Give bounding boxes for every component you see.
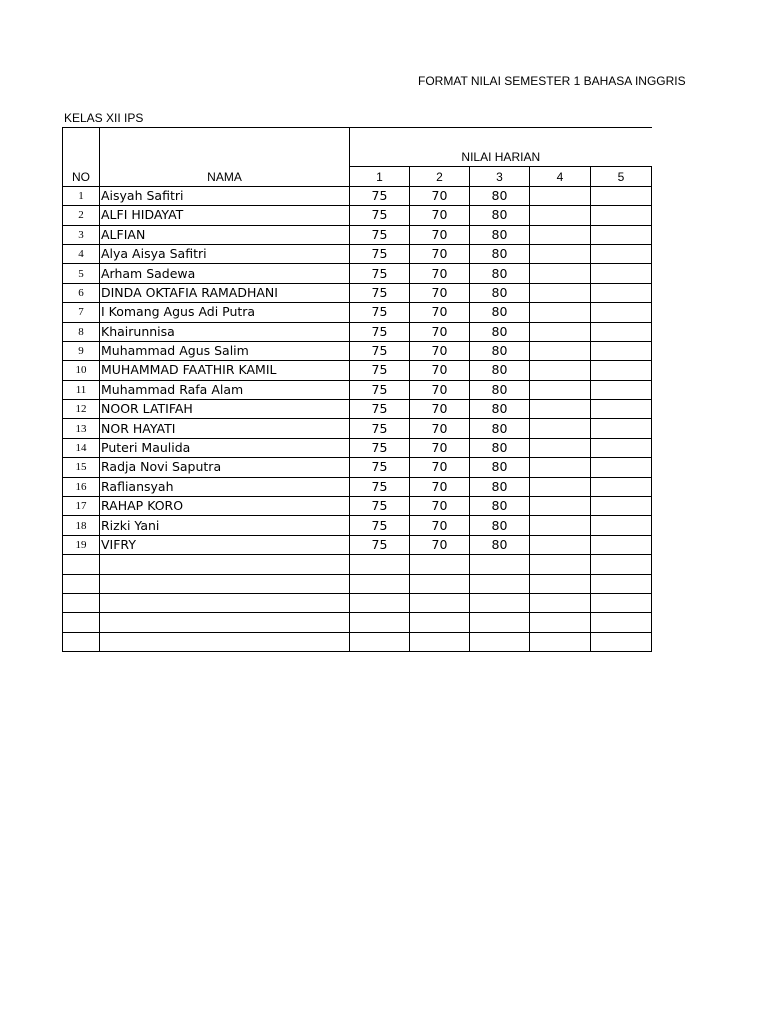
row-value-cell-1 bbox=[350, 613, 410, 632]
row-no-cell bbox=[63, 574, 100, 593]
row-no-cell: 14 bbox=[63, 438, 100, 457]
row-value-cell-5 bbox=[591, 458, 652, 477]
row-value-cell-1: 75 bbox=[350, 264, 410, 283]
row-value-cell-1: 75 bbox=[350, 477, 410, 496]
row-value-cell-5 bbox=[591, 516, 652, 535]
row-value-cell-5 bbox=[591, 264, 652, 283]
header-col-1: 1 bbox=[350, 167, 410, 186]
row-value-cell-1: 75 bbox=[350, 244, 410, 263]
row-nama-cell bbox=[100, 574, 350, 593]
table-row bbox=[63, 264, 652, 283]
header-col-5: 5 bbox=[591, 167, 652, 186]
table-row bbox=[63, 535, 652, 554]
row-value-cell-3: 80 bbox=[470, 438, 530, 457]
row-value-cell-3: 80 bbox=[470, 303, 530, 322]
row-value-cell-1: 75 bbox=[350, 361, 410, 380]
row-value-cell-3: 80 bbox=[470, 186, 530, 205]
row-value-cell-1: 75 bbox=[350, 303, 410, 322]
row-value-cell-5 bbox=[591, 303, 652, 322]
header-col-4: 4 bbox=[530, 167, 591, 186]
row-value-cell-4 bbox=[530, 225, 591, 244]
row-value-cell-2: 70 bbox=[410, 419, 470, 438]
row-nama-cell: VIFRY bbox=[100, 535, 350, 554]
row-value-cell-2: 70 bbox=[410, 341, 470, 360]
row-value-cell-4 bbox=[530, 477, 591, 496]
class-label: KELAS XII IPS bbox=[64, 111, 144, 125]
row-nama-cell: Aisyah Safitri bbox=[100, 186, 350, 205]
header-row-top bbox=[63, 128, 652, 149]
row-no-cell: 15 bbox=[63, 458, 100, 477]
row-value-cell-3: 80 bbox=[470, 380, 530, 399]
row-value-cell-3: 80 bbox=[470, 341, 530, 360]
row-value-cell-2: 70 bbox=[410, 225, 470, 244]
row-value-cell-3: 80 bbox=[470, 322, 530, 341]
row-value-cell-5 bbox=[591, 419, 652, 438]
row-value-cell-1 bbox=[350, 574, 410, 593]
table-row bbox=[63, 477, 652, 496]
table-row bbox=[63, 186, 652, 205]
row-value-cell-1 bbox=[350, 555, 410, 574]
header-col-3: 3 bbox=[470, 167, 530, 186]
row-value-cell-4 bbox=[530, 186, 591, 205]
table-row bbox=[63, 419, 652, 438]
row-no-cell: 11 bbox=[63, 380, 100, 399]
row-value-cell-5 bbox=[591, 225, 652, 244]
row-value-cell-2: 70 bbox=[410, 477, 470, 496]
row-value-cell-5 bbox=[591, 322, 652, 341]
row-value-cell-3 bbox=[470, 613, 530, 632]
row-value-cell-5 bbox=[591, 497, 652, 516]
row-nama-cell: Puteri Maulida bbox=[100, 438, 350, 457]
row-value-cell-4 bbox=[530, 516, 591, 535]
row-value-cell-1: 75 bbox=[350, 438, 410, 457]
row-value-cell-1: 75 bbox=[350, 458, 410, 477]
row-value-cell-2 bbox=[410, 593, 470, 612]
table-row bbox=[63, 516, 652, 535]
row-value-cell-1: 75 bbox=[350, 322, 410, 341]
table-row bbox=[63, 206, 652, 225]
row-value-cell-3: 80 bbox=[470, 225, 530, 244]
table-row bbox=[63, 283, 652, 302]
row-value-cell-5 bbox=[591, 613, 652, 632]
row-no-cell: 1 bbox=[63, 186, 100, 205]
row-value-cell-2: 70 bbox=[410, 380, 470, 399]
row-no-cell: 5 bbox=[63, 264, 100, 283]
row-nama-cell: Muhammad Rafa Alam bbox=[100, 380, 350, 399]
row-value-cell-5 bbox=[591, 244, 652, 263]
grades-body bbox=[63, 186, 652, 651]
row-value-cell-1: 75 bbox=[350, 341, 410, 360]
table-row bbox=[63, 225, 652, 244]
row-value-cell-3: 80 bbox=[470, 283, 530, 302]
row-no-cell: 8 bbox=[63, 322, 100, 341]
row-nama-cell bbox=[100, 555, 350, 574]
row-value-cell-2: 70 bbox=[410, 516, 470, 535]
row-value-cell-1: 75 bbox=[350, 497, 410, 516]
row-value-cell-4 bbox=[530, 574, 591, 593]
header-group-spacer bbox=[350, 128, 652, 149]
table-row bbox=[63, 303, 652, 322]
row-nama-cell bbox=[100, 632, 350, 651]
row-value-cell-1: 75 bbox=[350, 225, 410, 244]
row-value-cell-3: 80 bbox=[470, 419, 530, 438]
row-value-cell-3: 80 bbox=[470, 477, 530, 496]
row-value-cell-2: 70 bbox=[410, 283, 470, 302]
row-no-cell bbox=[63, 593, 100, 612]
row-nama-cell: Muhammad Agus Salim bbox=[100, 341, 350, 360]
row-value-cell-3 bbox=[470, 632, 530, 651]
row-no-cell: 19 bbox=[63, 535, 100, 554]
row-value-cell-2: 70 bbox=[410, 361, 470, 380]
row-value-cell-3: 80 bbox=[470, 206, 530, 225]
row-value-cell-5 bbox=[591, 555, 652, 574]
row-value-cell-4 bbox=[530, 341, 591, 360]
row-value-cell-1: 75 bbox=[350, 516, 410, 535]
row-value-cell-3 bbox=[470, 574, 530, 593]
row-value-cell-5 bbox=[591, 632, 652, 651]
row-value-cell-4 bbox=[530, 419, 591, 438]
row-value-cell-5 bbox=[591, 593, 652, 612]
row-value-cell-1: 75 bbox=[350, 400, 410, 419]
row-value-cell-4 bbox=[530, 380, 591, 399]
row-nama-cell: ALFIAN bbox=[100, 225, 350, 244]
row-value-cell-5 bbox=[591, 361, 652, 380]
header-no: NO bbox=[63, 128, 100, 187]
row-value-cell-1 bbox=[350, 632, 410, 651]
row-no-cell: 6 bbox=[63, 283, 100, 302]
row-value-cell-1: 75 bbox=[350, 283, 410, 302]
row-nama-cell: RAHAP KORO bbox=[100, 497, 350, 516]
row-value-cell-2: 70 bbox=[410, 186, 470, 205]
grades-table bbox=[62, 127, 652, 652]
row-value-cell-4 bbox=[530, 497, 591, 516]
table-row bbox=[63, 361, 652, 380]
row-value-cell-5 bbox=[591, 400, 652, 419]
row-value-cell-3: 80 bbox=[470, 535, 530, 554]
row-value-cell-4 bbox=[530, 535, 591, 554]
row-value-cell-4 bbox=[530, 303, 591, 322]
table-row bbox=[63, 458, 652, 477]
row-nama-cell: Rizki Yani bbox=[100, 516, 350, 535]
row-value-cell-5 bbox=[591, 206, 652, 225]
row-no-cell: 2 bbox=[63, 206, 100, 225]
row-value-cell-5 bbox=[591, 380, 652, 399]
row-value-cell-2 bbox=[410, 555, 470, 574]
row-value-cell-3: 80 bbox=[470, 458, 530, 477]
row-nama-cell: Alya Aisya Safitri bbox=[100, 244, 350, 263]
row-value-cell-1 bbox=[350, 593, 410, 612]
row-value-cell-2: 70 bbox=[410, 497, 470, 516]
row-value-cell-5 bbox=[591, 535, 652, 554]
row-nama-cell: Khairunnisa bbox=[100, 322, 350, 341]
row-nama-cell: NOR HAYATI bbox=[100, 419, 350, 438]
row-value-cell-5 bbox=[591, 341, 652, 360]
row-value-cell-5 bbox=[591, 438, 652, 457]
row-value-cell-3: 80 bbox=[470, 264, 530, 283]
row-value-cell-4 bbox=[530, 613, 591, 632]
row-no-cell: 7 bbox=[63, 303, 100, 322]
row-nama-cell: ALFI HIDAYAT bbox=[100, 206, 350, 225]
row-value-cell-2 bbox=[410, 632, 470, 651]
row-value-cell-4 bbox=[530, 244, 591, 263]
row-value-cell-5 bbox=[591, 477, 652, 496]
row-no-cell: 4 bbox=[63, 244, 100, 263]
row-value-cell-2: 70 bbox=[410, 438, 470, 457]
row-value-cell-2: 70 bbox=[410, 458, 470, 477]
header-nama: NAMA bbox=[100, 128, 350, 187]
row-nama-cell: NOOR LATIFAH bbox=[100, 400, 350, 419]
row-value-cell-2 bbox=[410, 574, 470, 593]
table-row bbox=[63, 341, 652, 360]
row-no-cell: 18 bbox=[63, 516, 100, 535]
row-value-cell-1: 75 bbox=[350, 380, 410, 399]
row-value-cell-3: 80 bbox=[470, 361, 530, 380]
row-value-cell-2: 70 bbox=[410, 322, 470, 341]
row-value-cell-5 bbox=[591, 186, 652, 205]
row-value-cell-4 bbox=[530, 283, 591, 302]
row-value-cell-4 bbox=[530, 264, 591, 283]
header-nilai-harian: NILAI HARIAN bbox=[350, 148, 652, 167]
table-row bbox=[63, 555, 652, 574]
row-no-cell: 10 bbox=[63, 361, 100, 380]
table-row bbox=[63, 613, 652, 632]
row-nama-cell: Arham Sadewa bbox=[100, 264, 350, 283]
row-nama-cell: I Komang Agus Adi Putra bbox=[100, 303, 350, 322]
row-no-cell bbox=[63, 555, 100, 574]
row-nama-cell bbox=[100, 593, 350, 612]
table-row bbox=[63, 380, 652, 399]
row-value-cell-4 bbox=[530, 206, 591, 225]
row-no-cell: 16 bbox=[63, 477, 100, 496]
row-value-cell-1: 75 bbox=[350, 206, 410, 225]
row-value-cell-3: 80 bbox=[470, 516, 530, 535]
table-row bbox=[63, 593, 652, 612]
row-value-cell-2: 70 bbox=[410, 535, 470, 554]
row-value-cell-2: 70 bbox=[410, 244, 470, 263]
row-value-cell-4 bbox=[530, 438, 591, 457]
page-title: FORMAT NILAI SEMESTER 1 BAHASA INGGRIS bbox=[418, 74, 686, 88]
row-value-cell-4 bbox=[530, 400, 591, 419]
row-no-cell bbox=[63, 613, 100, 632]
row-value-cell-1: 75 bbox=[350, 535, 410, 554]
row-no-cell: 12 bbox=[63, 400, 100, 419]
row-value-cell-4 bbox=[530, 593, 591, 612]
row-value-cell-2: 70 bbox=[410, 264, 470, 283]
row-nama-cell: Rafliansyah bbox=[100, 477, 350, 496]
header-col-2: 2 bbox=[410, 167, 470, 186]
table-row bbox=[63, 632, 652, 651]
row-value-cell-4 bbox=[530, 322, 591, 341]
table-row bbox=[63, 244, 652, 263]
row-no-cell: 9 bbox=[63, 341, 100, 360]
row-nama-cell: Radja Novi Saputra bbox=[100, 458, 350, 477]
table-row bbox=[63, 497, 652, 516]
row-nama-cell: DINDA OKTAFIA RAMADHANI bbox=[100, 283, 350, 302]
row-nama-cell bbox=[100, 613, 350, 632]
row-value-cell-3: 80 bbox=[470, 400, 530, 419]
row-value-cell-4 bbox=[530, 361, 591, 380]
table-row bbox=[63, 400, 652, 419]
row-no-cell bbox=[63, 632, 100, 651]
row-value-cell-3 bbox=[470, 593, 530, 612]
row-value-cell-4 bbox=[530, 555, 591, 574]
row-value-cell-2: 70 bbox=[410, 400, 470, 419]
row-value-cell-5 bbox=[591, 574, 652, 593]
table-row bbox=[63, 322, 652, 341]
row-no-cell: 17 bbox=[63, 497, 100, 516]
row-value-cell-4 bbox=[530, 458, 591, 477]
table-row bbox=[63, 574, 652, 593]
row-value-cell-3 bbox=[470, 555, 530, 574]
row-value-cell-1: 75 bbox=[350, 419, 410, 438]
row-value-cell-4 bbox=[530, 632, 591, 651]
row-value-cell-3: 80 bbox=[470, 244, 530, 263]
row-value-cell-3: 80 bbox=[470, 497, 530, 516]
table-row bbox=[63, 438, 652, 457]
row-value-cell-2: 70 bbox=[410, 303, 470, 322]
row-value-cell-2: 70 bbox=[410, 206, 470, 225]
row-no-cell: 3 bbox=[63, 225, 100, 244]
row-nama-cell: MUHAMMAD FAATHIR KAMIL bbox=[100, 361, 350, 380]
row-value-cell-2 bbox=[410, 613, 470, 632]
row-value-cell-1: 75 bbox=[350, 186, 410, 205]
row-value-cell-5 bbox=[591, 283, 652, 302]
row-no-cell: 13 bbox=[63, 419, 100, 438]
